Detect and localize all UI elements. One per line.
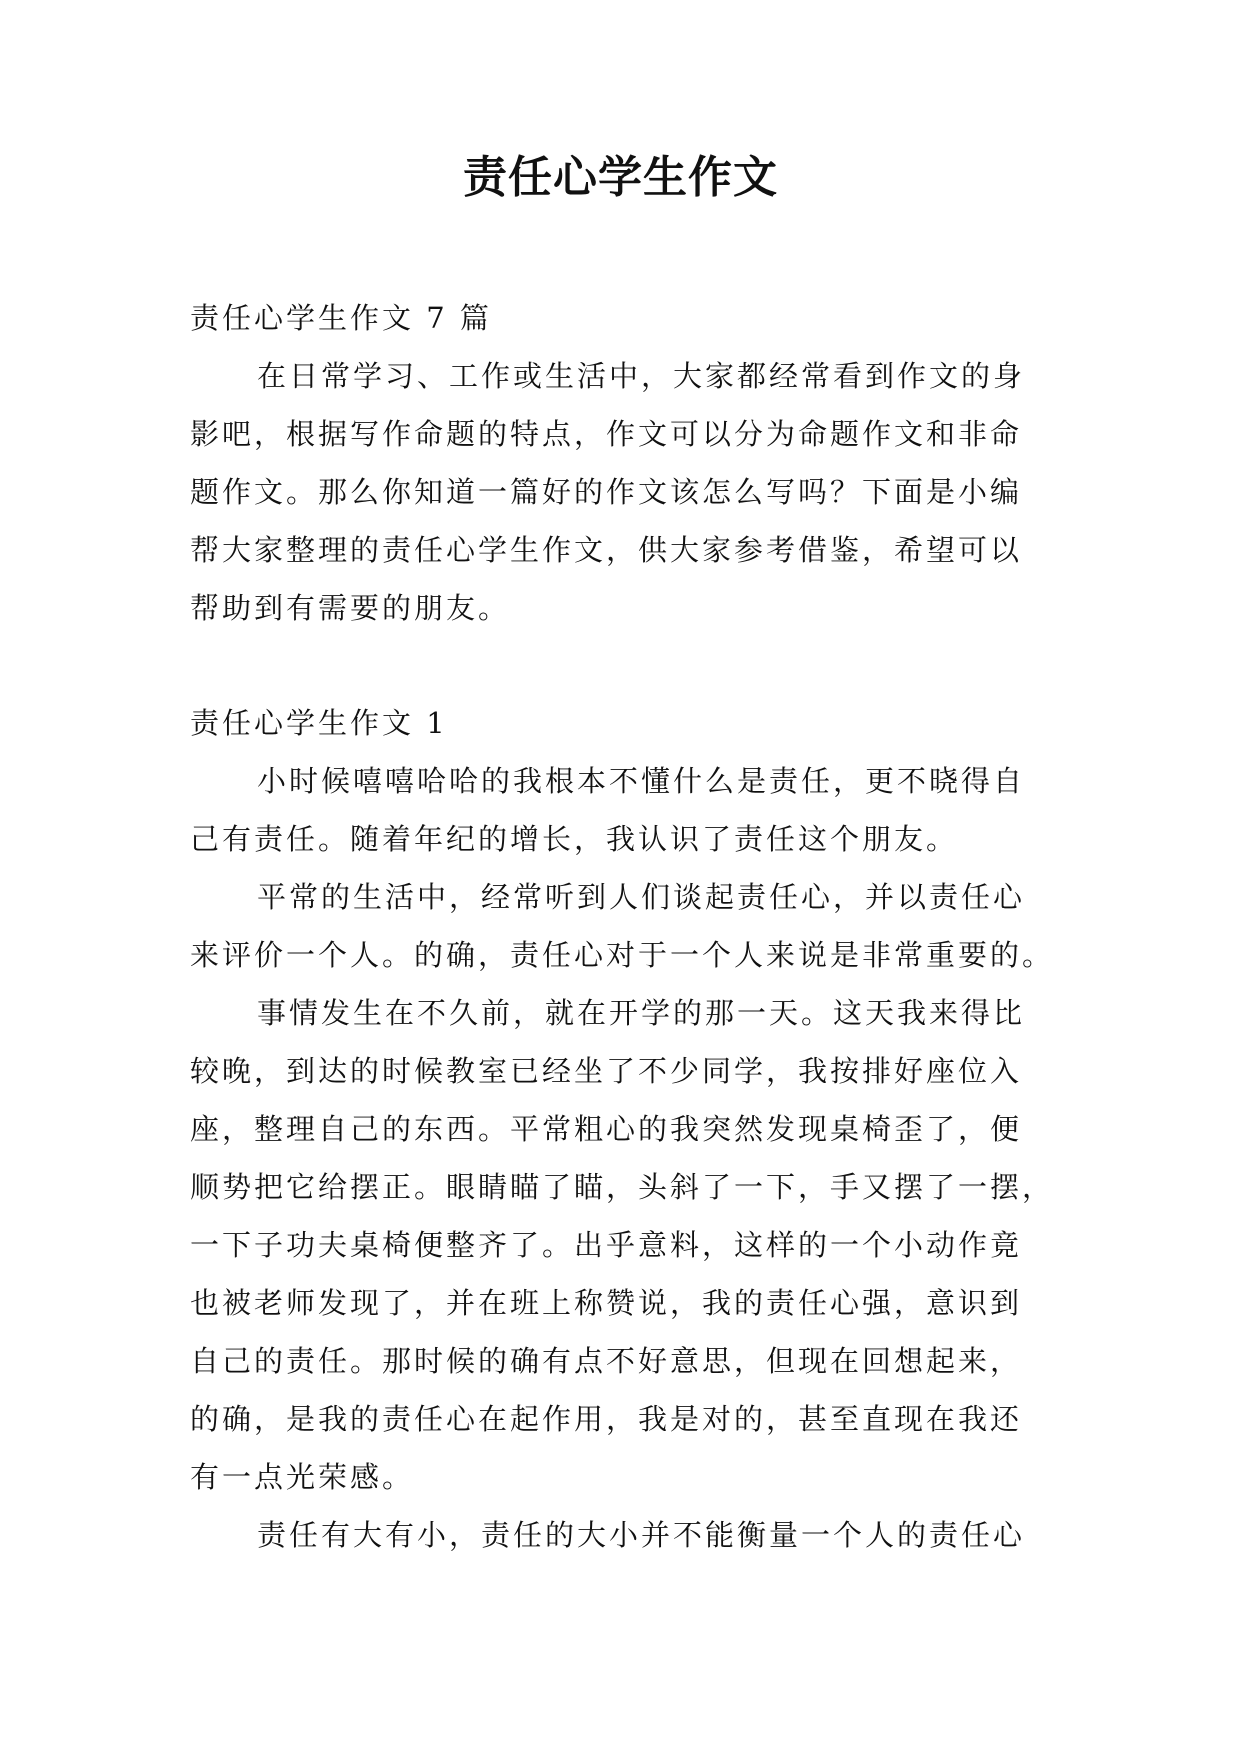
intro-line: 影吧，根据写作命题的特点，作文可以分为命题作文和非命 <box>190 417 1023 451</box>
essay-heading: 责任心学生作文 1 <box>190 706 448 740</box>
essay-line: 一下子功夫桌椅便整齐了。出乎意料，这样的一个小动作竟 <box>190 1228 1023 1262</box>
essay-line: 座，整理自己的东西。平常粗心的我突然发现桌椅歪了，便 <box>190 1112 1023 1146</box>
essay-line: 自己的责任。那时候的确有点不好意思，但现在回想起来， <box>190 1344 1023 1378</box>
essay-line: 己有责任。随着年纪的增长，我认识了责任这个朋友。 <box>190 822 959 856</box>
essay-line: 平常的生活中，经常听到人们谈起责任心，并以责任心 <box>257 880 1026 914</box>
essay-line: 顺势把它给摆正。眼睛瞄了瞄，头斜了一下，手又摆了一摆， <box>190 1170 1055 1204</box>
document-title: 责任心学生作文 <box>463 152 778 203</box>
essay-line: 来评价一个人。的确，责任心对于一个人来说是非常重要的。 <box>190 938 1055 972</box>
essay-line: 有一点光荣感。 <box>190 1460 415 1494</box>
essay-line: 事情发生在不久前，就在开学的那一天。这天我来得比 <box>257 996 1026 1030</box>
essay-line: 也被老师发现了，并在班上称赞说，我的责任心强，意识到 <box>190 1286 1023 1320</box>
intro-line: 帮助到有需要的朋友。 <box>190 591 511 625</box>
intro-line: 帮大家整理的责任心学生作文，供大家参考借鉴，希望可以 <box>190 533 1023 567</box>
essay-line: 较晚，到达的时候教室已经坐了不少同学，我按排好座位入 <box>190 1054 1023 1088</box>
essay-line: 小时候嘻嘻哈哈的我根本不懂什么是责任，更不晓得自 <box>257 764 1026 798</box>
essay-line: 责任有大有小，责任的大小并不能衡量一个人的责任心 <box>257 1518 1026 1552</box>
essay-line: 的确，是我的责任心在起作用，我是对的，甚至直现在我还 <box>190 1402 1023 1436</box>
intro-line: 在日常学习、工作或生活中，大家都经常看到作文的身 <box>257 359 1026 393</box>
intro-heading: 责任心学生作文 7 篇 <box>190 301 492 335</box>
intro-line: 题作文。那么你知道一篇好的作文该怎么写吗？下面是小编 <box>190 475 1023 509</box>
